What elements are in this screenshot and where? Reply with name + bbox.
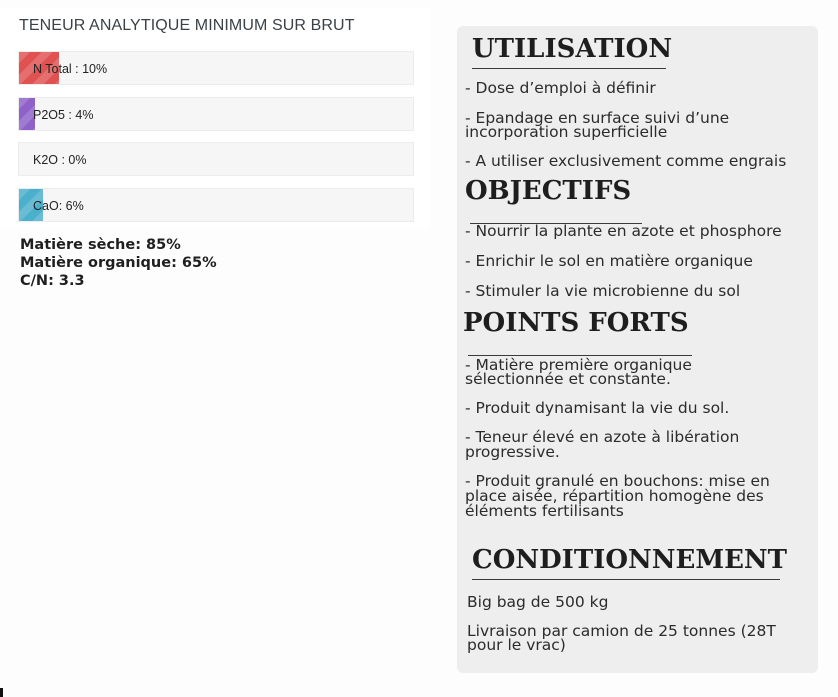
utilisation-item: - Dose d’emploi à définir (465, 79, 656, 97)
utilisation-item: - A utiliser exclusivement comme engrais (465, 152, 787, 170)
conditionnement-item: Big bag de 500 kg (467, 593, 609, 611)
utilisation-underline (472, 68, 666, 69)
cn-ratio-text: C/N: 3.3 (20, 273, 85, 289)
bar-k2o (18, 142, 414, 176)
bar-label-p2o5: P2O5 : 4% (33, 108, 94, 122)
organic-matter-text: Matière organique: 65% (20, 255, 217, 271)
analysis-title: TENEUR ANALYTIQUE MINIMUM SUR BRUT (19, 17, 355, 34)
conditionnement-title: CONDITIONNEMENT (472, 545, 788, 575)
points-forts-title: POINTS FORTS (463, 308, 689, 338)
utilisation-item: incorporation superficielle (465, 123, 668, 141)
points-forts-item: éléments fertilisants (465, 502, 624, 520)
bar-label-n-total: N Total : 10% (33, 62, 108, 76)
objectifs-item: - Nourrir la plante en azote et phosphore (465, 222, 782, 240)
objectifs-title: OBJECTIFS (465, 176, 632, 206)
bar-p2o5 (18, 97, 414, 131)
stats-block (20, 236, 217, 290)
conditionnement-item: Livraison par camion de 25 tonnes (28T (467, 622, 776, 640)
points-forts-item: - Teneur élevé en azote à libération (465, 428, 740, 446)
bar-label-cao: CaO: 6% (33, 199, 84, 213)
bar-cao (18, 188, 414, 222)
points-forts-item: - Produit granulé en bouchons: mise en (465, 472, 770, 490)
bar-label-k2o: K2O : 0% (33, 153, 87, 167)
dry-matter-text: Matière sèche: 85% (20, 237, 181, 253)
points-forts-item: place aisée, répartition homogène des (465, 487, 764, 505)
objectifs-item: - Enrichir le sol en matière organique (465, 252, 753, 270)
points-forts-item: - Produit dynamisant la vie du sol. (465, 399, 730, 417)
objectifs-item: - Stimuler la vie microbienne du sol (465, 282, 741, 300)
conditionnement-item: pour le vrac) (467, 636, 566, 654)
conditionnement-underline (472, 579, 780, 580)
points-forts-item: - Matière première organique (465, 356, 692, 374)
text-cursor (0, 688, 3, 697)
points-forts-item: sélectionnée et constante. (465, 370, 671, 388)
bar-n-total (18, 51, 414, 85)
utilisation-title: UTILISATION (472, 34, 673, 64)
points-forts-item: progressive. (465, 443, 560, 461)
utilisation-item: - Epandage en surface suivi d’une (465, 109, 730, 127)
